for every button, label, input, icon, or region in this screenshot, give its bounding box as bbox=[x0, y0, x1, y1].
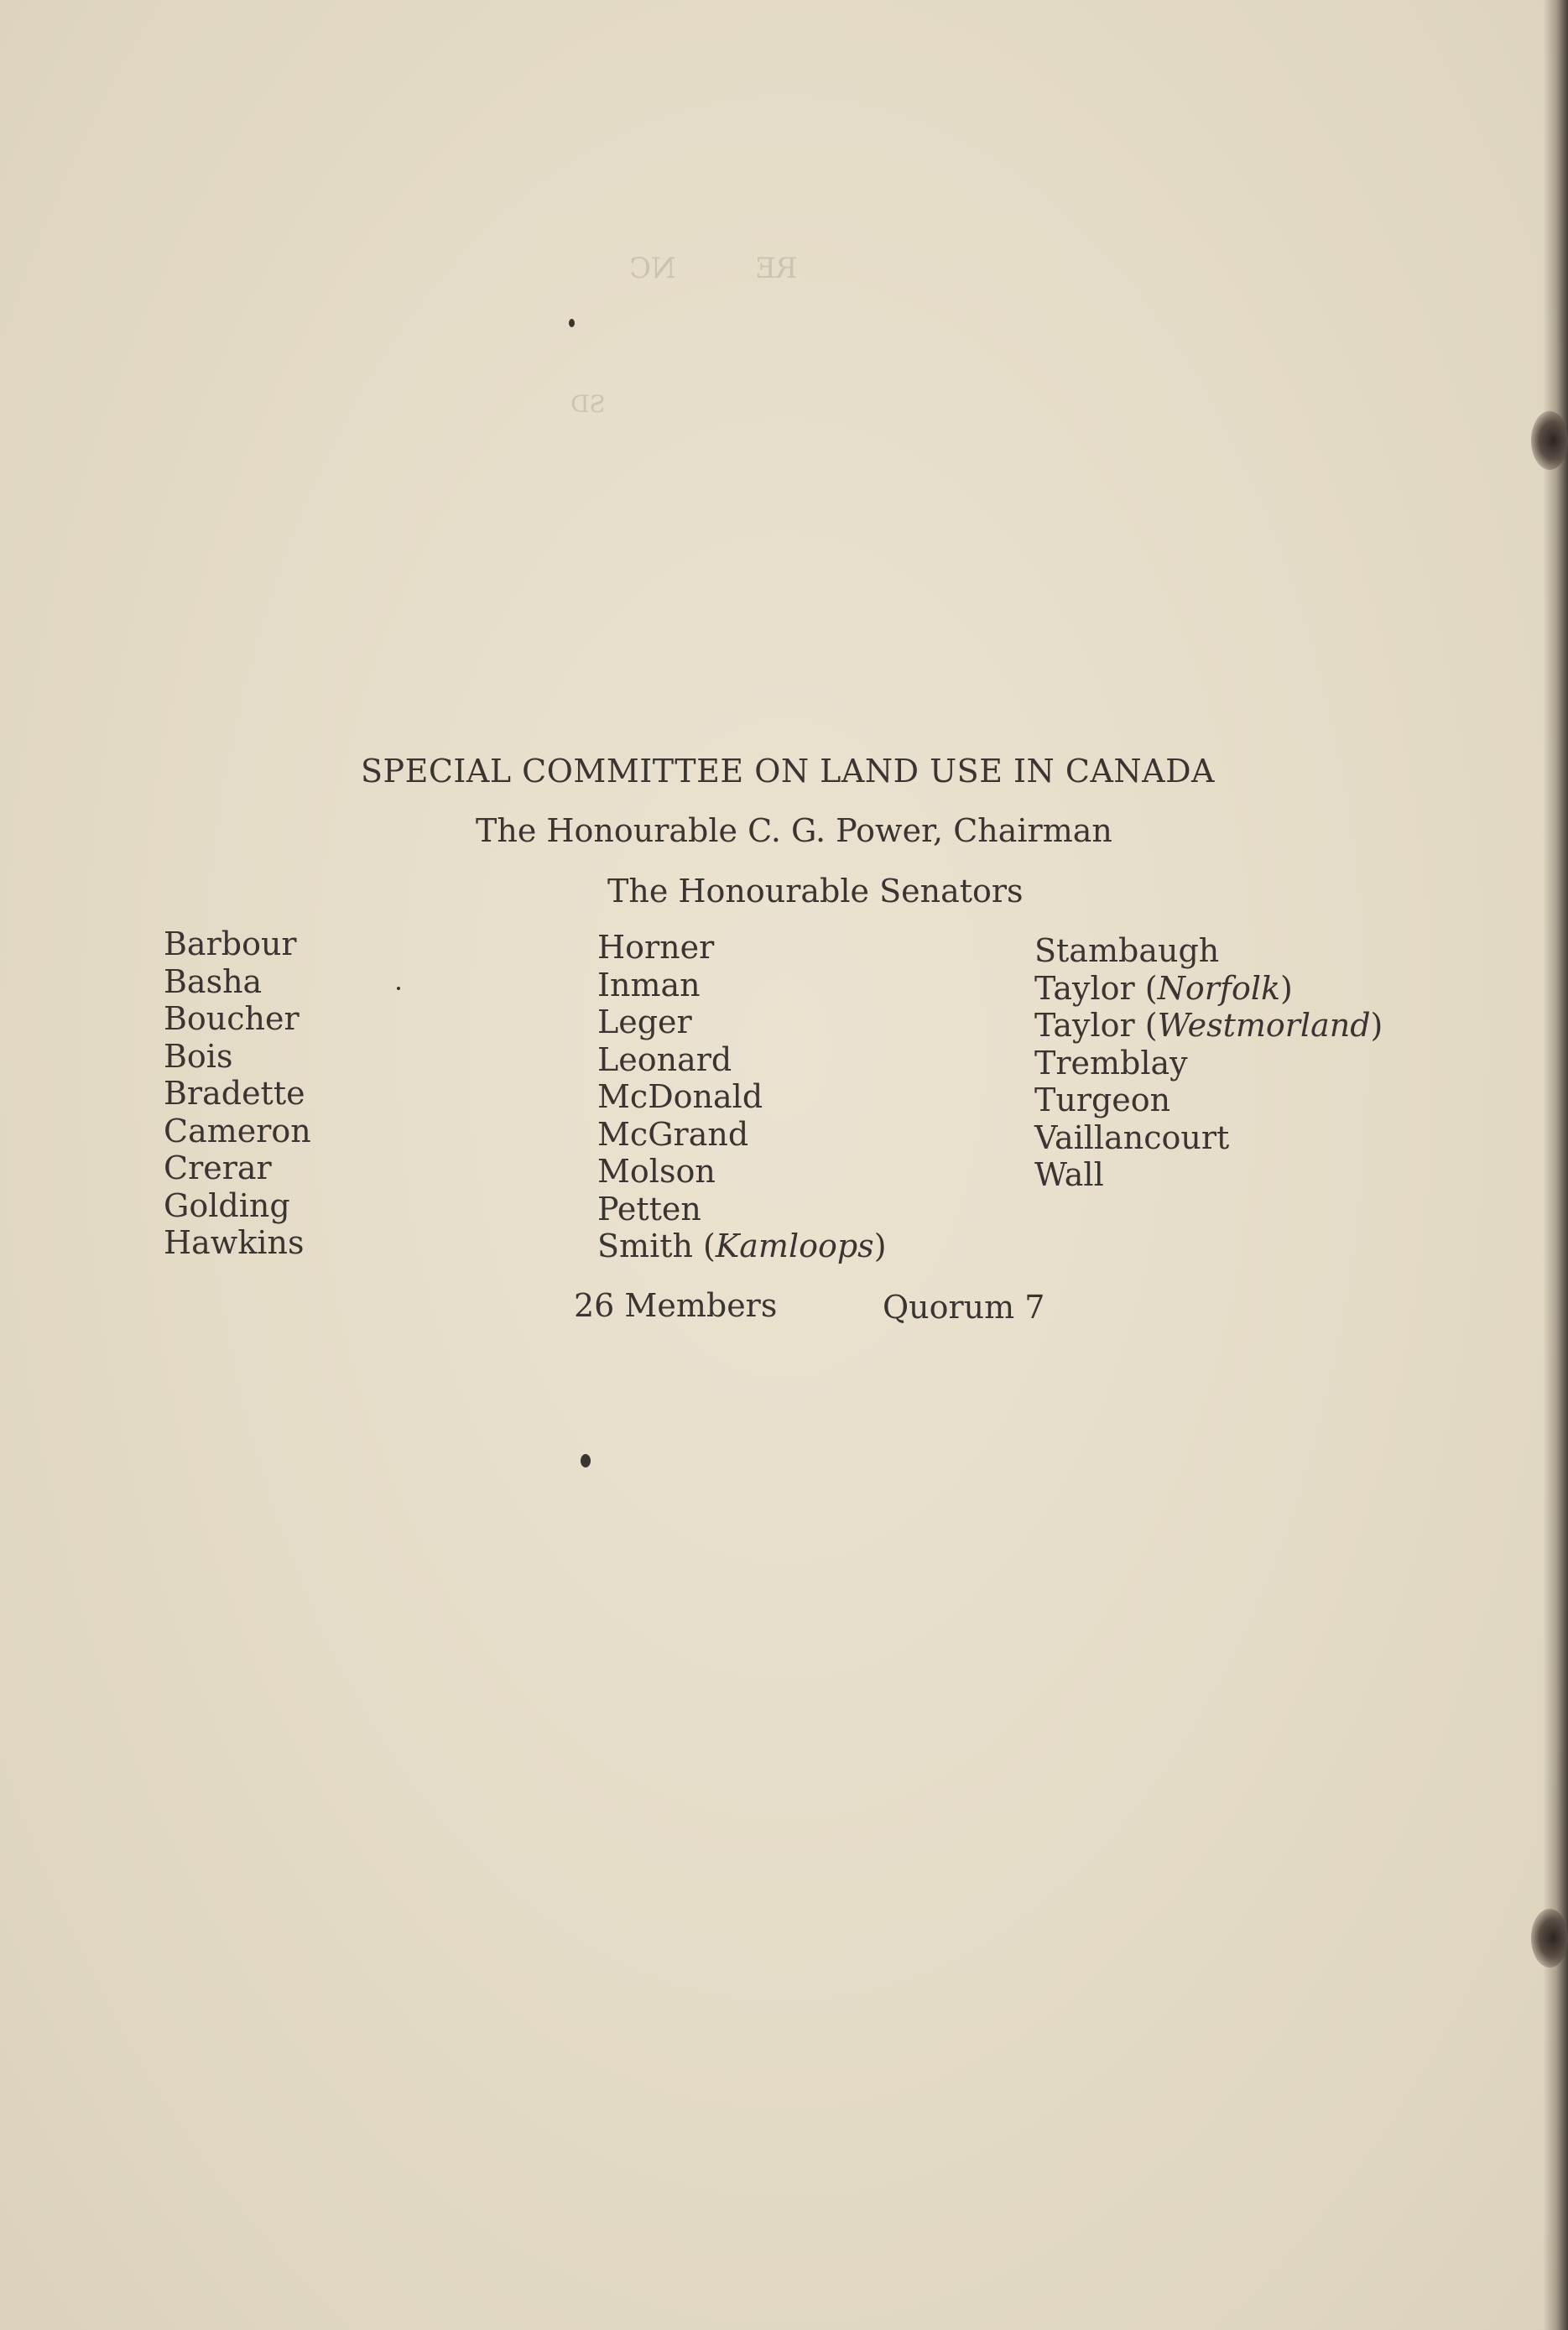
senator-column-3 bbox=[1034, 932, 1383, 1194]
senator-surname: Tremblay bbox=[1034, 1044, 1188, 1082]
ink-speck bbox=[569, 319, 575, 327]
senator-surname: Turgeon bbox=[1034, 1082, 1171, 1118]
senator-name bbox=[597, 929, 887, 967]
senator-name bbox=[164, 1075, 311, 1113]
committee-title: SPECIAL COMMITTEE ON LAND USE IN CANADA bbox=[361, 753, 1215, 790]
binding-edge bbox=[1543, 0, 1568, 2330]
senator-column-1 bbox=[164, 925, 311, 1262]
senator-name bbox=[597, 1041, 887, 1079]
senator-surname: Leger bbox=[597, 1003, 692, 1040]
senator-surname: Boucher bbox=[164, 1000, 300, 1037]
senator-surname: Barbour bbox=[164, 925, 297, 962]
senator-division: Norfolk bbox=[1157, 969, 1281, 1007]
bleed-through-mark: RE bbox=[755, 252, 798, 285]
senators-heading: The Honourable Senators bbox=[607, 873, 1024, 910]
senator-surname: Basha bbox=[164, 962, 263, 1000]
senator-surname: Petten bbox=[597, 1190, 701, 1228]
member-count: 26 Members bbox=[574, 1287, 778, 1324]
senator-surname: Cameron bbox=[164, 1112, 311, 1149]
senator-surname: Bradette bbox=[164, 1075, 305, 1112]
senator-surname: Taylor bbox=[1034, 969, 1135, 1007]
senator-surname: Leonard bbox=[597, 1040, 732, 1078]
senator-surname: Wall bbox=[1034, 1156, 1104, 1193]
senator-name: Taylor (Norfolk) bbox=[1034, 969, 1293, 1007]
senator-name bbox=[164, 1187, 311, 1225]
bleed-through-mark: SD bbox=[570, 390, 606, 418]
senator-name bbox=[597, 1003, 887, 1041]
senator-surname: Hawkins bbox=[164, 1224, 305, 1261]
senator-name: Smith (Kamloops) bbox=[597, 1228, 887, 1264]
quorum-count: Quorum 7 bbox=[883, 1289, 1045, 1326]
bleed-through-mark: NC bbox=[629, 252, 676, 285]
senator-name bbox=[164, 1113, 311, 1150]
senator-surname: Bois bbox=[164, 1037, 233, 1075]
senator-name bbox=[597, 1116, 887, 1154]
senator-surname: McDonald bbox=[597, 1078, 763, 1115]
senator-name bbox=[164, 925, 311, 963]
senator-surname: McGrand bbox=[597, 1115, 749, 1153]
senator-name bbox=[164, 1038, 311, 1076]
senator-column-2 bbox=[597, 929, 887, 1265]
senator-name bbox=[164, 963, 311, 1001]
senator-surname: Horner bbox=[597, 929, 715, 966]
senator-surname: Vaillancourt bbox=[1034, 1118, 1230, 1156]
senator-name bbox=[1034, 932, 1383, 970]
chairman-line: The Honourable C. G. Power, Chairman bbox=[476, 812, 1112, 849]
binding-hole bbox=[1531, 411, 1568, 470]
senator-surname: Inman bbox=[597, 966, 701, 1003]
senator-name bbox=[1034, 1082, 1383, 1119]
senator-name bbox=[1034, 1119, 1383, 1157]
senator-name: Taylor (Westmorland) bbox=[1034, 1007, 1383, 1044]
senator-name bbox=[164, 1000, 311, 1038]
ink-speck bbox=[397, 987, 400, 990]
senator-division: Kamloops bbox=[715, 1228, 874, 1264]
senator-name bbox=[1034, 1045, 1383, 1082]
senator-surname: Taylor bbox=[1034, 1007, 1135, 1044]
senator-name bbox=[164, 1149, 311, 1187]
senator-name bbox=[597, 1078, 887, 1116]
senator-surname: Stambaugh bbox=[1034, 932, 1220, 969]
senator-division: Westmorland bbox=[1157, 1007, 1371, 1044]
senator-name bbox=[597, 1191, 887, 1228]
senator-name bbox=[597, 1153, 887, 1191]
ink-speck bbox=[581, 1454, 591, 1467]
senator-name bbox=[1034, 1156, 1383, 1194]
senator-name bbox=[164, 1224, 311, 1262]
binding-hole bbox=[1531, 1909, 1568, 1968]
senator-surname: Molson bbox=[597, 1153, 716, 1190]
senator-name bbox=[597, 967, 887, 1004]
senator-surname: Smith bbox=[597, 1228, 693, 1264]
senator-surname: Golding bbox=[164, 1186, 290, 1224]
senator-surname: Crerar bbox=[164, 1149, 272, 1186]
